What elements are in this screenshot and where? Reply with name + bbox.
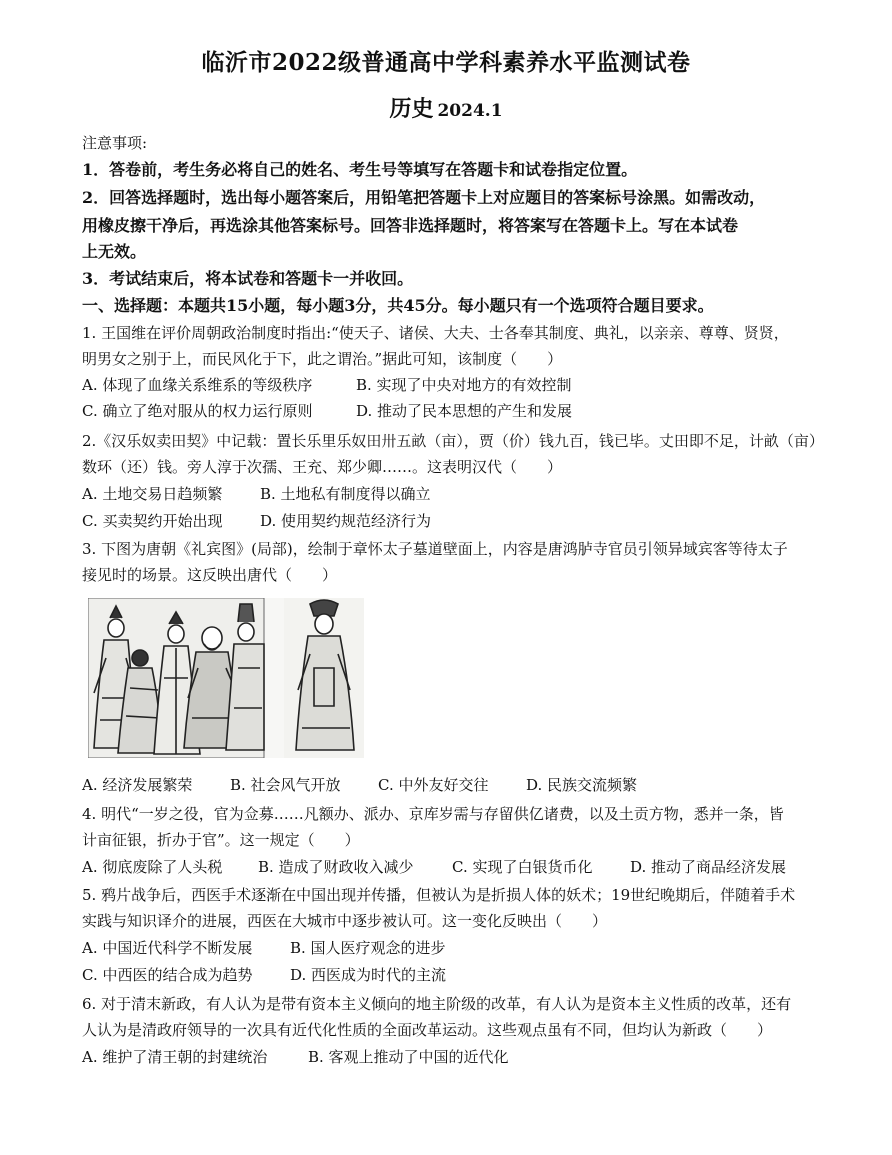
option-row	[82, 511, 431, 531]
notice-item: 3．考试结束后，将本试卷和答题卡一并收回。	[82, 269, 414, 288]
option-d: D. 使用契约规范经济行为	[260, 512, 432, 530]
option-row	[82, 484, 431, 504]
option-d: D. 推动了商品经济发展	[630, 858, 787, 876]
option-c: C. 中西医的结合成为趋势	[82, 966, 253, 984]
question-stem: 4. 明代“一岁之役，官为佥募……凡额办、派办、京库岁需与存留供亿诸费，以及土贡方物，悉并一条，皆	[82, 805, 784, 823]
option-b: B. 造成了财政收入减少	[258, 858, 414, 876]
exam-date: 2024.1	[437, 101, 503, 121]
exam-subject	[0, 92, 892, 123]
notice-item: 上无效。	[82, 242, 147, 261]
option-c: C. 确立了绝对服从的权力运行原则	[82, 402, 313, 420]
question-stem: 5. 鸦片战争后，西医手术逐渐在中国出现并传播，但被认为是折损人体的妖术；19世纪晚期后，伴随着手术	[82, 886, 796, 904]
option-a: A. 经济发展繁荣	[82, 776, 193, 794]
question-stem: 数环（还）钱。旁人淳于次孺、王充、郑少卿……。这表明汉代（ ）	[82, 458, 563, 476]
option-d: D. 西医成为时代的主流	[290, 966, 447, 984]
section-heading: 一、选择题：本题共15小题，每小题3分，共45分。每小题只有一个选项符合题目要求。	[82, 296, 714, 315]
notice-heading: 注意事项:	[82, 134, 148, 152]
option-row	[82, 401, 572, 421]
option-b: B. 社会风气开放	[230, 776, 341, 794]
question-stem: 人认为是清政府领导的一次具有近代化性质的全面改革运动。这些观点虽有不同，但均认为新政（ ）	[82, 1021, 773, 1039]
question-stem: 计亩征银，折办于官”。这一规定（ ）	[82, 831, 360, 849]
libin-mural-figure	[88, 598, 364, 758]
notice-item: 2．回答选择题时，选出每小题答案后，用铅笔把答题卡上对应题目的答案标号涂黑。如需改动，	[82, 188, 766, 207]
option-row	[82, 375, 572, 395]
option-d: D. 民族交流频繁	[526, 776, 638, 794]
question-stem: 1. 王国维在评价周朝政治制度时指出:“使天子、诸侯、大夫、士各奉其制度、典礼，以亲亲、尊尊、贤贤，	[82, 324, 789, 342]
option-row	[82, 965, 446, 985]
option-a: A. 土地交易日趋频繁	[82, 485, 223, 503]
option-row	[82, 938, 446, 958]
exam-title: 临沂市2022级普通高中学科素养水平监测试卷	[201, 49, 691, 76]
notice-item: 1．答卷前，考生务必将自己的姓名、考生号等填写在答题卡和试卷指定位置。	[82, 160, 638, 179]
question-stem: 2.《汉乐奴卖田契》中记载：置长乐里乐奴田卅五畝（亩），贾（价）钱九百，钱已毕。丈田即不足，计畝（亩）	[82, 432, 824, 450]
option-c: C. 实现了白银货币化	[452, 858, 593, 876]
option-d: D. 推动了民本思想的产生和发展	[356, 402, 573, 420]
option-b: B. 国人医疗观念的进步	[290, 939, 446, 957]
mural-illustration	[88, 598, 364, 758]
notice-item: 用橡皮擦干净后，再选涂其他答案标号。回答非选择题时，将答案写在答题卡上。写在本试卷	[82, 216, 739, 235]
option-a: A. 维护了清王朝的封建统治	[82, 1048, 268, 1066]
option-b: B. 土地私有制度得以确立	[260, 485, 431, 503]
option-row	[82, 1047, 509, 1067]
question-stem: 接见时的场景。这反映出唐代（ ）	[82, 566, 338, 584]
option-row	[82, 857, 786, 877]
option-b: B. 实现了中央对地方的有效控制	[356, 376, 572, 394]
question-stem: 明男女之别于上，而民风化于下，此之谓治。”据此可知，该制度（ ）	[82, 350, 563, 368]
subject-name: 历史	[389, 96, 434, 122]
option-a: A. 体现了血缘关系维系的等级秩序	[82, 376, 313, 394]
question-stem: 3. 下图为唐朝《礼宾图》(局部)，绘制于章怀太子墓道壁面上，内容是唐鸿胪寺官员引领异域宾客等待太子	[82, 540, 788, 558]
option-c: C. 买卖契约开始出现	[82, 512, 223, 530]
option-row	[82, 775, 637, 795]
option-b: B. 客观上推动了中国的近代化	[308, 1048, 509, 1066]
option-c: C. 中外友好交往	[378, 776, 489, 794]
option-a: A. 中国近代科学不断发展	[82, 939, 253, 957]
option-a: A. 彻底废除了人头税	[82, 858, 223, 876]
question-stem: 实践与知识译介的进展，西医在大城市中逐步被认可。这一变化反映出（ ）	[82, 912, 608, 930]
question-stem: 6. 对于清末新政，有人认为是带有资本主义倾向的地主阶级的改革，有人认为是资本主义性质的改革，还有	[82, 995, 792, 1013]
